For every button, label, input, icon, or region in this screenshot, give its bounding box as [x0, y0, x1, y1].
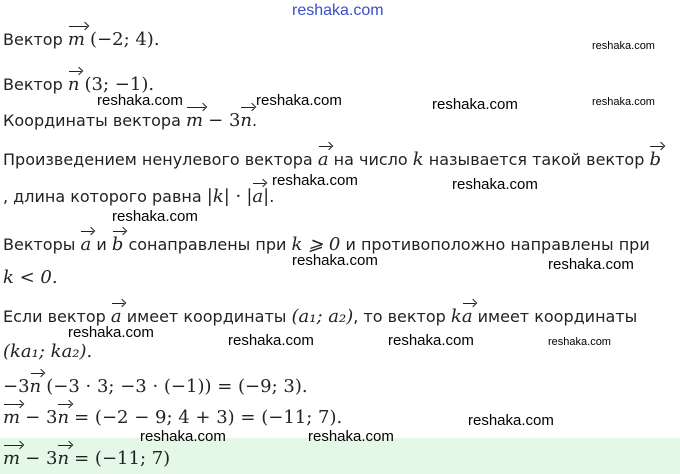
watermark: reshaka.com: [68, 324, 154, 341]
vector-a: a: [80, 234, 92, 255]
watermark: reshaka.com: [292, 252, 378, 269]
scalar-k: k: [412, 149, 424, 170]
watermark: reshaka.com: [256, 92, 342, 109]
vector-n: n: [240, 110, 252, 131]
expression: (−3 · 3; −3 · (−1)) = (−9; 3).: [46, 376, 308, 397]
vector-b: b: [649, 149, 661, 170]
watermark: reshaka.com: [468, 412, 554, 429]
coords: (ka₁; ka₂).: [3, 341, 93, 362]
coords: (3; −1).: [84, 74, 155, 95]
text: Вектор: [3, 75, 63, 94]
watermark: reshaka.com: [272, 172, 358, 189]
watermark: reshaka.com: [308, 428, 394, 445]
text: Координаты вектора: [3, 111, 181, 130]
text: Вектор: [3, 30, 63, 49]
line-length: [3, 187, 274, 207]
abs-k: |k| ·: [206, 186, 242, 207]
watermark: reshaka.com: [97, 92, 183, 109]
watermark: reshaka.com: [592, 96, 655, 108]
text: , то вектор: [353, 307, 446, 326]
watermark: reshaka.com: [112, 208, 198, 225]
coords: (a₁; a₂): [291, 306, 354, 327]
watermark: reshaka.com: [432, 96, 518, 113]
vector-m: m: [3, 448, 21, 469]
line-step-2: [3, 408, 342, 428]
text: .: [269, 187, 275, 206]
text: и противоположно направлены при: [345, 235, 650, 254]
text: на число: [333, 150, 408, 169]
watermark: reshaka.com: [548, 336, 611, 348]
condition: k < 0.: [3, 267, 58, 288]
line-coordinates-task: [3, 111, 257, 131]
abs-bar: |: [263, 186, 270, 207]
vector-a: a: [317, 149, 329, 170]
line-coordinates-rule: [3, 307, 637, 327]
text: Произведением ненулевого вектора: [3, 150, 313, 169]
text: .: [252, 111, 258, 130]
vector-n: n: [67, 74, 80, 95]
vector-a: a: [252, 186, 264, 207]
vector-a: a: [110, 306, 122, 327]
line-condition: [3, 268, 58, 288]
vector-b: b: [111, 234, 124, 255]
line-codirected: [3, 235, 650, 255]
text: и: [96, 235, 107, 254]
text: Если вектор: [3, 307, 106, 326]
coefficient: −3: [3, 376, 30, 397]
coords: (−2; 4).: [90, 29, 160, 50]
vector-m: m: [185, 110, 204, 131]
line-answer: [3, 449, 170, 469]
expression: = (−2 − 9; 4 + 3) = (−11; 7).: [74, 407, 343, 428]
line-vector-m: [3, 30, 160, 50]
vector-a: a: [461, 306, 473, 327]
vector-m: m: [67, 29, 85, 50]
watermark: reshaka.com: [140, 428, 226, 445]
watermark: reshaka.com: [548, 256, 634, 273]
text: имеет координаты: [477, 307, 638, 326]
operator: − 3: [25, 448, 58, 469]
text: сонаправлены при: [128, 235, 287, 254]
vector-m: m: [3, 407, 21, 428]
line-vector-n: [3, 75, 154, 95]
watermark: reshaka.com: [388, 332, 474, 349]
text: имеет координаты: [126, 307, 287, 326]
watermark: reshaka.com: [452, 176, 538, 193]
vector-n: n: [57, 448, 70, 469]
text: , длина которого равна: [3, 187, 202, 206]
abs-bar: |: [246, 186, 253, 207]
line-definition: [3, 150, 661, 170]
vector-n: n: [29, 376, 42, 397]
operator: − 3: [25, 407, 58, 428]
answer-value: = (−11; 7): [74, 448, 171, 469]
line-coordinates-result: [3, 342, 92, 362]
scalar-k: k: [450, 306, 462, 327]
watermark: reshaka.com: [592, 40, 655, 52]
condition: k ⩾ 0: [291, 234, 341, 255]
operator: − 3: [208, 110, 241, 131]
watermark: reshaka.com: [228, 332, 314, 349]
line-step-1: [3, 377, 308, 397]
text: Векторы: [3, 235, 76, 254]
watermark-top: reshaka.com: [292, 2, 384, 19]
vector-n: n: [57, 407, 70, 428]
text: называется такой вектор: [428, 150, 645, 169]
